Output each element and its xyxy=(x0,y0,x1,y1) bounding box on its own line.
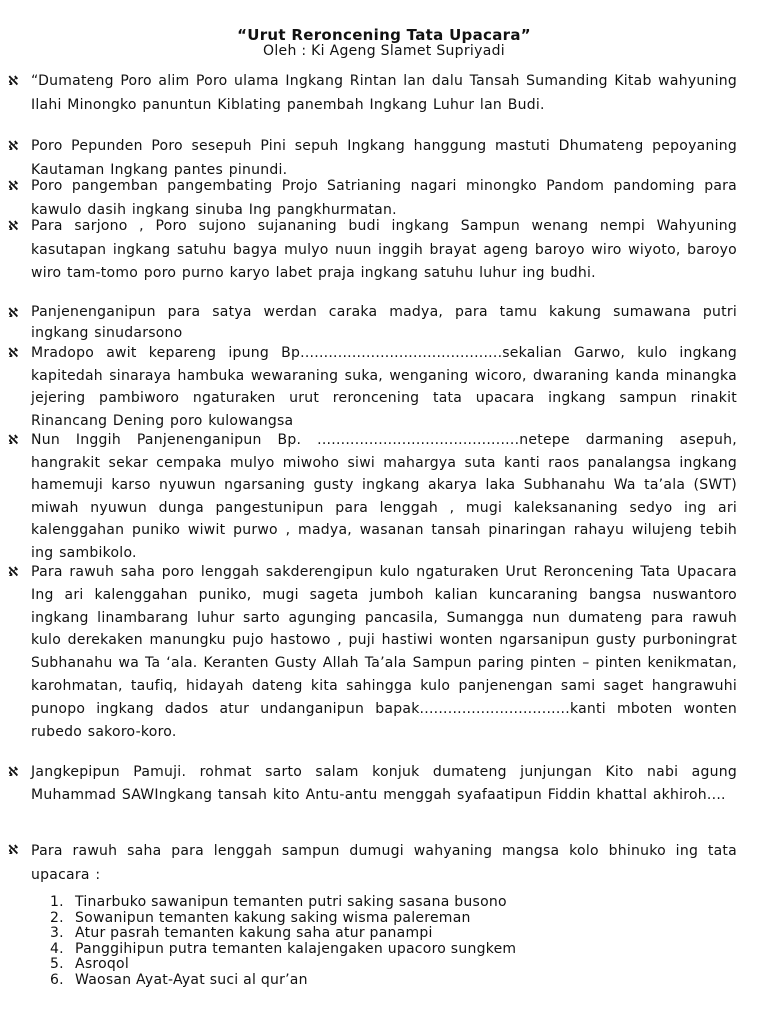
hand-pointing-bullet-icon: ℵ xyxy=(8,139,19,154)
paragraph: Poro Pepunden Poro sesepuh Pini sepuh Ingkang hanggung mastuti Dhumateng pepoyaning Kautaman Ingkang pantes pinundi. xyxy=(31,138,737,178)
hand-pointing-bullet-icon: ℵ xyxy=(8,346,19,361)
paragraph: Panjenenganipun para satya werdan caraka madya, para tamu kakung sumawana putri ingkang sinudarsono xyxy=(31,304,737,341)
hand-pointing-bullet-icon: ℵ xyxy=(8,219,19,234)
list-item xyxy=(50,895,750,911)
list-item-text: Waosan Ayat-Ayat suci al qur’an xyxy=(75,971,308,988)
paragraph: “Dumateng Poro alim Poro ulama Ingkang Rintan lan dalu Tansah Sumanding Kitab wahyuning Ilahi Minongko panuntun Kiblating panembah Ingkang Luhur lan Budi. xyxy=(31,73,737,113)
hand-pointing-bullet-icon: ℵ xyxy=(8,179,19,194)
paragraph: Poro pangemban pangembating Projo Satrianing nagari minongko Pandom pandoming para kawulo dasih ingkang sinuba Ing pangkhurmatan. xyxy=(31,178,737,218)
list-item-number: 5. xyxy=(50,956,64,972)
list-item xyxy=(50,957,750,973)
hand-pointing-bullet-icon: ℵ xyxy=(8,74,19,89)
hand-pointing-bullet-icon: ℵ xyxy=(8,306,19,321)
list-item-text: Asroqol xyxy=(75,956,129,972)
ceremony-steps-list xyxy=(50,895,750,988)
list-item xyxy=(50,942,750,958)
list-item-text: Atur pasrah temanten kakung saha atur panampi xyxy=(75,925,433,941)
hand-pointing-bullet-icon: ℵ xyxy=(8,433,19,448)
paragraph: Nun Inggih Panjenenganipun Bp. ...........................................netepe darmaning asepuh, hangrakit sekar cempaka mulyo miwoho siwi mahargya suta kanti raos panalangsa ingkang hamemuji karso nyuwun ngarsaning gusty ingkang akarya laka Subhanahu Wa ta’ala (SWT) miwah nyuwun dunga pangestunipun para lenggah , mugi kaleksananing sedyo ing ari kalenggahan puniko wiwit purwo , madya, wasanan tansah pinaringan rahayu wilujeng tebih ing sambikolo. xyxy=(31,432,737,561)
paragraph: Para sarjono , Poro sujono sujananing budi ingkang Sampun wenang nempi Wahyuning kasutapan ingkang satuhu bagya mulyo nuun inggih brayat ageng baroyo wiro wiyoto, baroyo wiro tam-tomo poro purno karyo labet praja ingkang satuhu luhur ing budhi. xyxy=(31,218,737,281)
list-item-text: Panggihipun putra temanten kalajengaken upacoro sungkem xyxy=(75,940,517,957)
list-item-number: 3. xyxy=(50,925,64,941)
paragraph: Para rawuh saha poro lenggah sakderengipun kulo ngaturaken Urut Reroncening Tata Upacara Ing ari kalenggahan puniko, mugi sageta jumboh kalian kuncaraning bangsa nuswantoro ingkang linambarang luhur sarto agunging pancasila, Sumangga nun dumateng para rawuh kulo derekaken manungku pujo hastowo , puji hastiwi wonten ngarsanipun gusty purboningrat Subhanahu wa Ta ‘ala. Keranten Gusty Allah Ta’ala Sampun paring pinten – pinten kenikmatan, karohmatan, taufiq, hidayah dateng kita sahingga kulo panjenengan sami saget hangrawuhi punopo ingkang dados atur undanganipun bapak................................kanti mboten wonten rubedo sakoro-koro. xyxy=(31,564,737,740)
list-item-number: 4. xyxy=(50,940,64,957)
hand-pointing-bullet-icon: ℵ xyxy=(8,565,19,580)
list-item xyxy=(50,973,750,989)
list-item xyxy=(50,911,750,927)
list-item-number: 2. xyxy=(50,909,64,926)
hand-pointing-bullet-icon: ℵ xyxy=(8,765,19,780)
paragraph: Para rawuh saha para lenggah sampun dumugi wahyaning mangsa kolo bhinuko ing tata upacara : xyxy=(31,843,737,883)
list-item-text: Sowanipun temanten kakung saking wisma palereman xyxy=(75,909,471,926)
list-item-number: 1. xyxy=(50,894,64,910)
hand-pointing-bullet-icon: ℵ xyxy=(8,843,19,858)
document-author: Oleh : Ki Ageng Slamet Supriyadi xyxy=(263,43,505,59)
document-title: “Urut Reroncening Tata Upacara” xyxy=(237,26,531,44)
list-item-text: Tinarbuko sawanipun temanten putri saking sasana busono xyxy=(75,894,507,910)
paragraph: Mradopo awit kepareng ipung Bp...........................................sekalian Garwo, kulo ingkang kapitedah sinaraya hambuka wewaraning suka, wenganing wicoro, dwaraning kanda minangka jejering pambiworo ngaturaken urut reroncening tata upacara ingkang sampun rinakit Rinancang Dening poro kulowangsa xyxy=(31,345,737,429)
paragraph: Jangkepipun Pamuji. rohmat sarto salam konjuk dumateng junjungan Kito nabi agung Muhammad SAWIngkang tansah kito Antu-antu menggah syafaatipun Fiddin khattal akhiroh.... xyxy=(31,764,737,803)
list-item-number: 6. xyxy=(50,971,64,988)
list-item xyxy=(50,926,750,942)
